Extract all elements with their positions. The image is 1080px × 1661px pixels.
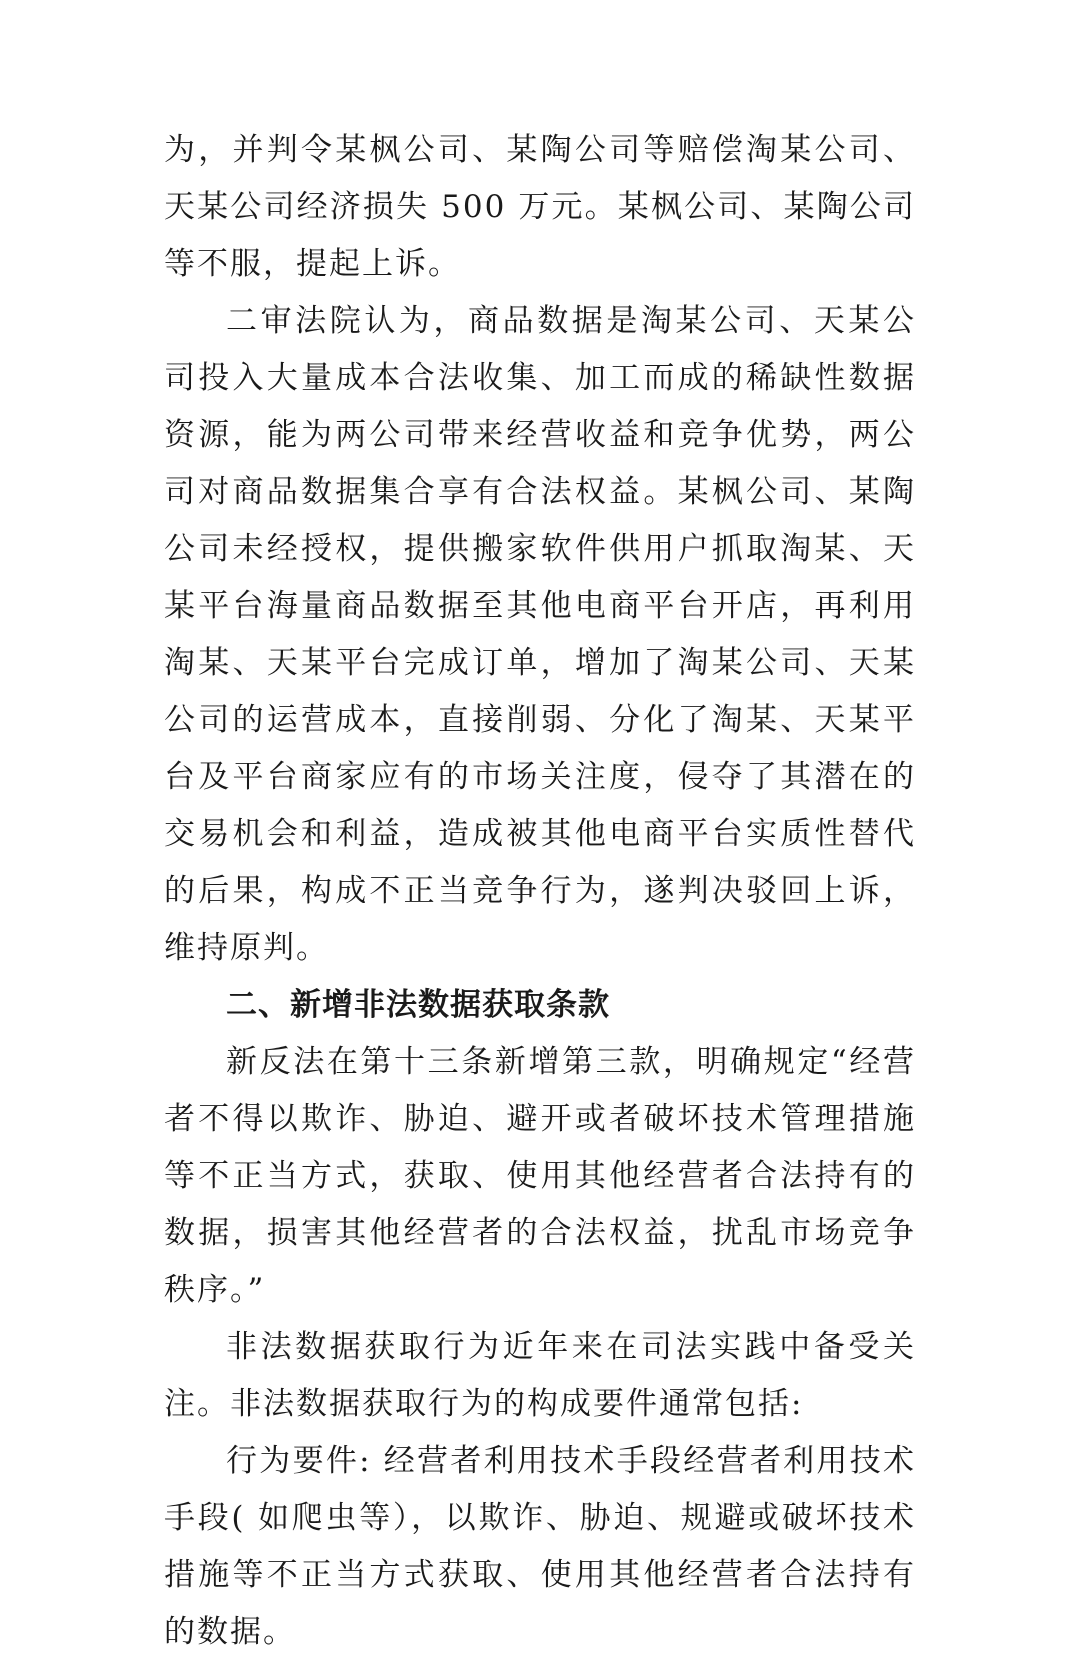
paragraph-illegal-data-acquisition: 非法数据获取行为近年来在司法实践中备受关注。非法数据获取行为的构成要件通常包括: bbox=[164, 1329, 916, 1422]
paragraph-new-clause: 新反法在第十三条新增第三款，明确规定“经营者不得以欺诈、胁迫、避开或者破坏技术管理措施等不正当方式，获取、使用其他经营者合法持有的数据，损害其他经营者的合法权益，扰乱市场竞争秩序。” bbox=[164, 1044, 916, 1308]
paragraph-continuation: 为，并判令某枫公司、某陶公司等赔偿淘某公司、天某公司经济损失 500 万元。某枫公司、某陶公司等不服，提起上诉。 bbox=[164, 132, 916, 282]
paragraph-appeal-ruling: 二审法院认为，商品数据是淘某公司、天某公司投入大量成本合法收集、加工而成的稀缺性数据资源，能为两公司带来经营收益和竞争优势，两公司对商品数据集合享有合法权益。某枫公司、某陶公司未经授权，提供搬家软件供用户抓取淘某、天某平台海量商品数据至其他电商平台开店，再利用淘某、天某平台完成订单，增加了淘某公司、天某公司的运营成本，直接削弱、分化了淘某、天某平台及平台商家应有的市场关注度，侵夺了其潜在的交易机会和利益，造成被其他电商平台实质性替代的后果，构成不正当竞争行为，遂判决驳回上诉，维持原判。 bbox=[164, 303, 916, 966]
section-heading: 二、新增非法数据获取条款 bbox=[226, 987, 610, 1023]
paragraph-conduct-element: 行为要件: 经营者利用技术手段经营者利用技术手段( 如爬虫等），以欺诈、胁迫、规避或破坏技术措施等不正当方式获取、使用其他经营者合法持有的数据。 bbox=[164, 1443, 916, 1650]
document-body bbox=[164, 122, 916, 1661]
